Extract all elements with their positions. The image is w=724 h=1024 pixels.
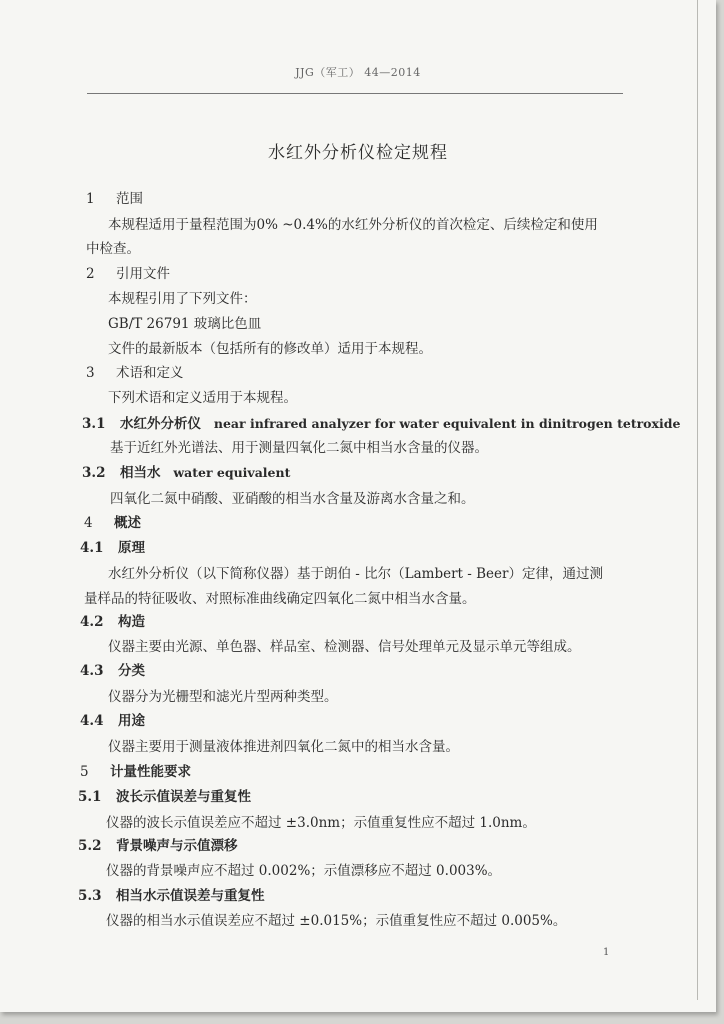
section-title: 用途 bbox=[118, 713, 145, 729]
section-5-1-heading bbox=[78, 788, 251, 806]
section-4-1-para-cont: 量样品的特征吸收、对照标准曲线确定四氧化二氮中相当水含量。 bbox=[84, 591, 476, 607]
section-number: 5 bbox=[80, 764, 89, 780]
section-4-1-heading bbox=[80, 539, 145, 557]
section-title: 计量性能要求 bbox=[110, 764, 191, 780]
section-4-4-para: 仪器主要用于测量液体推进剂四氧化二氮中的相当水含量。 bbox=[108, 739, 459, 755]
section-number: 4.2 bbox=[80, 614, 104, 630]
section-2-reference: GB/T 26791 玻璃比色皿 bbox=[108, 316, 262, 332]
section-title: 范围 bbox=[116, 191, 143, 207]
section-2-para-2: 文件的最新版本（包括所有的修改单）适用于本规程。 bbox=[108, 341, 432, 357]
section-title: 分类 bbox=[118, 663, 145, 679]
section-3-2-para: 四氧化二氮中硝酸、亚硝酸的相当水含量及游离水含量之和。 bbox=[110, 491, 475, 507]
section-number: 4 bbox=[84, 515, 93, 531]
section-number: 2 bbox=[86, 266, 95, 282]
section-5-3-para: 仪器的相当水示值误差应不超过 ±0.015%；示值重复性应不超过 0.005%。 bbox=[106, 913, 567, 929]
section-number: 5.1 bbox=[78, 789, 102, 805]
section-5-1-para: 仪器的波长示值误差应不超过 ±3.0nm；示值重复性应不超过 1.0nm。 bbox=[106, 815, 536, 831]
section-1-heading bbox=[86, 190, 143, 208]
section-4-heading bbox=[84, 514, 141, 532]
section-4-3-para: 仪器分为光栅型和滤光片型两种类型。 bbox=[108, 689, 338, 705]
section-number: 5.2 bbox=[78, 838, 102, 854]
section-5-3-heading bbox=[78, 887, 265, 905]
section-3-heading bbox=[86, 364, 184, 382]
section-5-2-heading bbox=[78, 837, 238, 855]
section-2-para: 本规程引用了下列文件： bbox=[108, 291, 257, 307]
english-term: near infrared analyzer for water equivalent in dinitrogen tetroxide bbox=[213, 416, 681, 431]
section-title: 相当水示值误差与重复性 bbox=[116, 888, 265, 904]
section-title: 术语和定义 bbox=[116, 365, 184, 381]
section-4-2-para: 仪器主要由光源、单色器、样品室、检测器、信号处理单元及显示单元等组成。 bbox=[108, 639, 581, 655]
section-number: 3 bbox=[86, 365, 95, 381]
section-title: 水红外分析仪 bbox=[120, 416, 201, 432]
section-1-para: 本规程适用于量程范围为0% ~0.4%的水红外分析仪的首次检定、后续检定和使用 bbox=[108, 217, 598, 233]
english-term: water equivalent bbox=[173, 465, 291, 480]
section-number: 4.1 bbox=[80, 540, 104, 556]
section-title: 相当水 bbox=[120, 465, 161, 481]
section-title: 引用文件 bbox=[116, 266, 170, 282]
section-number: 4.4 bbox=[80, 713, 104, 729]
running-header: JJG（军工） 44—2014 bbox=[295, 66, 421, 79]
page-number: 1 bbox=[603, 947, 610, 958]
section-title: 波长示值误差与重复性 bbox=[116, 789, 251, 805]
section-2-heading bbox=[86, 265, 170, 283]
header-rule bbox=[87, 93, 623, 94]
section-1-para-cont: 中检查。 bbox=[86, 241, 140, 257]
section-4-1-para: 水红外分析仪（以下简称仪器）基于朗伯 - 比尔（Lambert - Beer）定律，通过测 bbox=[108, 566, 603, 582]
section-5-heading bbox=[80, 763, 191, 781]
section-4-3-heading bbox=[80, 662, 145, 680]
section-title: 概述 bbox=[114, 515, 141, 531]
section-3-1-heading bbox=[82, 415, 680, 433]
section-number: 1 bbox=[86, 191, 95, 207]
section-number: 3.2 bbox=[82, 465, 106, 481]
section-3-1-para: 基于近红外光谱法、用于测量四氧化二氮中相当水含量的仪器。 bbox=[110, 440, 488, 456]
section-4-2-heading bbox=[80, 613, 145, 631]
section-number: 5.3 bbox=[78, 888, 102, 904]
section-title: 背景噪声与示值漂移 bbox=[116, 838, 238, 854]
section-3-para: 下列术语和定义适用于本规程。 bbox=[108, 390, 297, 406]
page-title: 水红外分析仪检定规程 bbox=[268, 143, 448, 163]
section-5-2-para: 仪器的背景噪声应不超过 0.002%；示值漂移应不超过 0.003%。 bbox=[106, 863, 502, 879]
section-number: 3.1 bbox=[82, 416, 106, 432]
section-3-2-heading bbox=[82, 464, 290, 482]
section-4-4-heading bbox=[80, 712, 145, 730]
section-title: 构造 bbox=[118, 614, 145, 630]
section-title: 原理 bbox=[118, 540, 145, 556]
section-number: 4.3 bbox=[80, 663, 104, 679]
